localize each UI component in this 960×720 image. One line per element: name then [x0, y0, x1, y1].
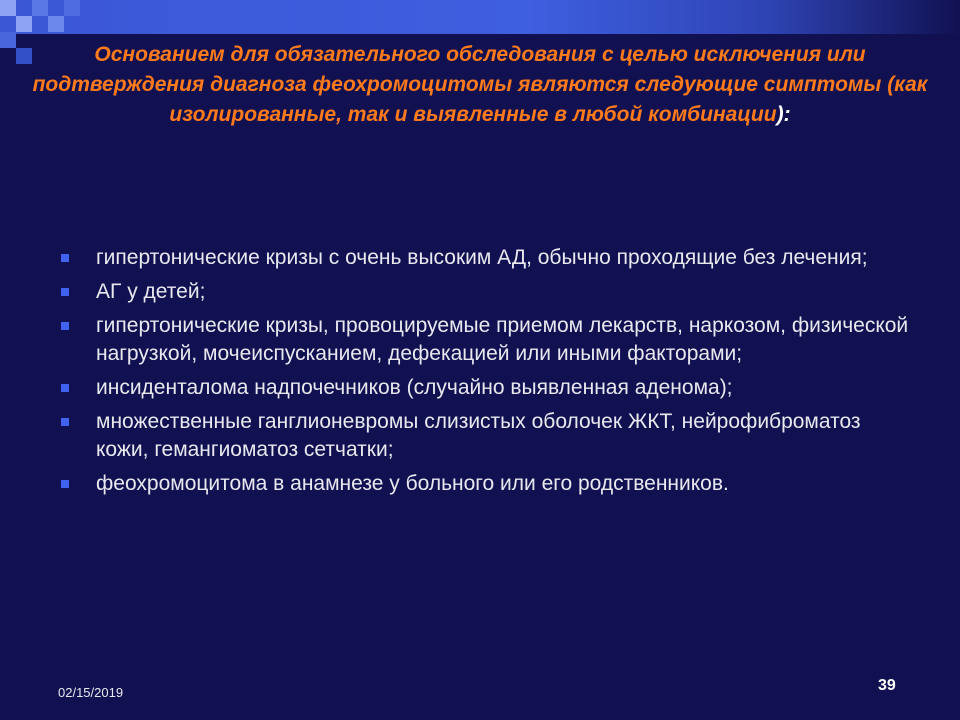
- bullet-item: [58, 244, 918, 272]
- bullet-square-icon: [61, 384, 69, 392]
- bullet-text: множественные ганглионевромы слизистых оболочек ЖКТ, нейрофиброматоз кожи, гемангиоматоз сетчатки;: [96, 410, 861, 461]
- bullet-square-icon: [61, 322, 69, 330]
- bullet-list: [58, 244, 918, 504]
- top-decor-bar: [0, 0, 960, 34]
- bullet-item: [58, 408, 918, 464]
- bullet-text: АГ у детей;: [96, 280, 206, 303]
- bullet-square-icon: [61, 288, 69, 296]
- bullet-item: [58, 312, 918, 368]
- bullet-text: инсиденталома надпочечников (случайно выявленная аденома);: [96, 376, 733, 399]
- bullet-item: [58, 374, 918, 402]
- bullet-square-icon: [61, 418, 69, 426]
- bullet-item: [58, 470, 918, 498]
- slide-title: [20, 40, 940, 130]
- slide-date: 02/15/2019: [58, 685, 124, 700]
- bullet-square-icon: [61, 254, 69, 262]
- bullet-text: феохромоцитома в анамнезе у больного или его родственников.: [96, 472, 729, 495]
- bullet-text: гипертонические кризы с очень высоким АД, обычно проходящие без лечения;: [96, 246, 868, 269]
- bullet-text: гипертонические кризы, провоцируемые приемом лекарств, наркозом, физической нагрузкой, мочеиспусканием, дефекацией или иными факторами;: [96, 314, 909, 365]
- title-tail: ):: [776, 103, 791, 126]
- page-number: 39: [878, 677, 896, 694]
- bullet-item: [58, 278, 918, 306]
- title-main: Основанием для обязательного обследования с целью исключения или подтверждения диагноза феохромоцитомы являются следующие симптомы (как изолированные, так и выявленные в любой комбинации: [32, 43, 928, 126]
- bullet-square-icon: [61, 480, 69, 488]
